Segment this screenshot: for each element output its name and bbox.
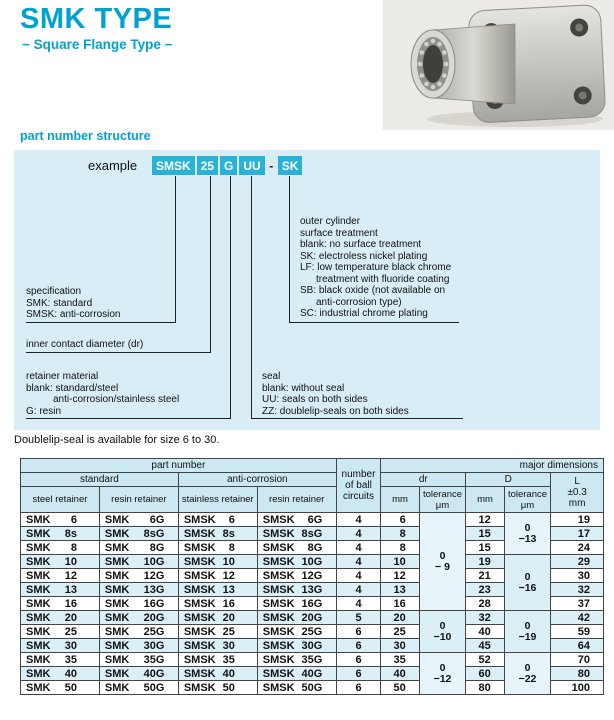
dr-mm-cell: 8 xyxy=(381,527,419,541)
part-number-cell: SMSK 8s xyxy=(178,527,257,541)
dr-mm-cell: 30 xyxy=(381,639,419,653)
square-flange-bushing-image xyxy=(383,0,614,130)
part-number-cell: SMSK 50G xyxy=(257,681,336,695)
part-number-example xyxy=(152,156,302,175)
l-mm-cell: 64 xyxy=(551,639,604,653)
header-d-unit: mm xyxy=(466,487,504,513)
part-number-cell: SMK 12G xyxy=(99,569,178,583)
part-number-cell: SMSK 30 xyxy=(178,639,257,653)
callout-line: blank: without seal xyxy=(262,382,345,394)
part-number-segment: UU xyxy=(239,156,264,175)
dr-mm-cell: 20 xyxy=(381,611,419,625)
d-mm-cell: 45 xyxy=(466,639,504,653)
d-tolerance-cell: 0 −13 xyxy=(504,513,551,555)
dr-mm-cell: 50 xyxy=(381,681,419,695)
section-heading: part number structure xyxy=(20,129,151,143)
callout-line: anti-corrosion/stainless steel xyxy=(53,394,180,405)
d-mm-cell: 80 xyxy=(466,681,504,695)
part-number-cell: SMSK 20G xyxy=(257,611,336,625)
dr-mm-cell: 6 xyxy=(381,513,419,527)
ball-circuits-cell: 6 xyxy=(336,639,381,653)
header-major-dimensions: major dimensions xyxy=(381,459,604,473)
d-mm-cell: 19 xyxy=(466,555,504,569)
callout-line: SMSK: anti-corrosion xyxy=(26,309,121,320)
dr-tolerance-cell: 0 −12 xyxy=(419,653,466,695)
table-row xyxy=(21,513,604,527)
doublelip-note: Doublelip-seal is available for size 6 to 30. xyxy=(14,434,220,446)
callout-line: SMK: standard xyxy=(26,297,93,309)
d-mm-cell: 12 xyxy=(466,513,504,527)
part-number-cell: SMSK 6 xyxy=(178,513,257,527)
header-dr-unit: mm xyxy=(381,487,419,513)
connector-line xyxy=(210,176,211,352)
part-number-cell: SMSK 6G xyxy=(257,513,336,527)
callout-line: blank: no surface treatment xyxy=(300,239,422,250)
part-number-cell: SMSK 50 xyxy=(178,681,257,695)
callout-title: surface treatment xyxy=(300,227,378,239)
part-number-cell: SMK 20 xyxy=(21,611,100,625)
header-stainless-retainer: stainless retainer xyxy=(178,487,257,513)
ball-circuits-cell: 6 xyxy=(336,681,381,695)
connector-line xyxy=(26,418,231,419)
d-mm-cell: 28 xyxy=(466,597,504,611)
part-number-cell: SMSK 25 xyxy=(178,625,257,639)
callout-line: anti-corrosion type) xyxy=(316,296,402,308)
d-mm-cell: 23 xyxy=(466,583,504,597)
dr-mm-cell: 16 xyxy=(381,597,419,611)
dr-mm-cell: 13 xyxy=(381,583,419,597)
header-d: D xyxy=(466,473,551,487)
d-mm-cell: 15 xyxy=(466,541,504,555)
part-number-segment: SMSK xyxy=(152,156,195,175)
part-number-structure-panel xyxy=(14,150,600,430)
product-photo xyxy=(383,0,614,130)
part-number-cell: SMSK 10 xyxy=(178,555,257,569)
part-number-cell: SMK 40G xyxy=(99,667,178,681)
header-dr-tolerance xyxy=(419,487,466,513)
l-mm-cell: 37 xyxy=(551,597,604,611)
l-mm-cell: 19 xyxy=(551,513,604,527)
part-number-cell: SMK 16G xyxy=(99,597,178,611)
ball-circuits-cell: 4 xyxy=(336,597,381,611)
ball-circuits-cell: 6 xyxy=(336,625,381,639)
part-number-cell: SMSK 40 xyxy=(178,667,257,681)
callout-line: SK: electroless nickel plating xyxy=(300,250,428,262)
d-mm-cell: 15 xyxy=(466,527,504,541)
header-tolerance-label: tolerance xyxy=(422,488,463,500)
part-number-cell: SMK 35G xyxy=(99,653,178,667)
ball-circuits-cell: 4 xyxy=(336,583,381,597)
ball-circuits-cell: 6 xyxy=(336,667,381,681)
part-number-cell: SMSK 10G xyxy=(257,555,336,569)
callout-outer-cylinder xyxy=(300,216,451,320)
dr-tolerance-cell: 0 − 9 xyxy=(419,513,466,611)
connector-line xyxy=(26,352,211,353)
header-tolerance-unit: μm xyxy=(435,499,450,511)
part-number-cell: SMK 25 xyxy=(21,625,100,639)
part-number-cell: SMSK 8sG xyxy=(257,527,336,541)
d-mm-cell: 32 xyxy=(466,611,504,625)
part-number-cell: SMSK 25G xyxy=(257,625,336,639)
d-mm-cell: 60 xyxy=(466,667,504,681)
header-l-label: L xyxy=(574,476,580,487)
header-resin-retainer: resin retainer xyxy=(99,487,178,513)
dimension-table-body xyxy=(21,513,604,695)
ball-circuits-cell: 4 xyxy=(336,513,381,527)
callout-title: outer cylinder xyxy=(300,216,361,227)
part-number-cell: SMK 35 xyxy=(21,653,100,667)
header-standard: standard xyxy=(21,473,179,487)
page-subtitle: − Square Flange Type − xyxy=(22,37,173,52)
l-mm-cell: 59 xyxy=(551,625,604,639)
l-mm-cell: 24 xyxy=(551,541,604,555)
callout-title: seal xyxy=(262,371,281,382)
part-number-cell: SMK 25G xyxy=(99,625,178,639)
callout-title: inner contact diameter (dr) xyxy=(26,339,144,350)
l-mm-cell: 100 xyxy=(551,681,604,695)
header-d-tolerance xyxy=(504,487,551,513)
part-number-segment: SK xyxy=(278,156,303,175)
part-number-cell: SMK 6 xyxy=(21,513,100,527)
part-number-cell: SMK 10G xyxy=(99,555,178,569)
header-tolerance-label: tolerance xyxy=(507,488,548,500)
callout-retainer-material xyxy=(26,371,179,417)
callout-line: treatment with fluoride coating xyxy=(316,273,450,285)
header-l-unit: mm xyxy=(568,498,586,509)
table-row xyxy=(21,611,604,625)
d-mm-cell: 52 xyxy=(466,653,504,667)
part-number-cell: SMK 12 xyxy=(21,569,100,583)
dimensions-table xyxy=(20,458,604,695)
l-mm-cell: 70 xyxy=(551,653,604,667)
callout-specification xyxy=(26,286,120,321)
callout-line: UU: seals on both sides xyxy=(262,394,368,405)
header-l xyxy=(551,473,604,513)
header-steel-retainer: steel retainer xyxy=(21,487,100,513)
part-number-cell: SMK 20G xyxy=(99,611,178,625)
dr-tolerance-cell: 0 −10 xyxy=(419,611,466,653)
part-number-cell: SMK 6G xyxy=(99,513,178,527)
part-number-cell: SMSK 20 xyxy=(178,611,257,625)
part-number-cell: SMSK 13 xyxy=(178,583,257,597)
part-number-cell: SMSK 35G xyxy=(257,653,336,667)
part-number-cell: SMSK 40G xyxy=(257,667,336,681)
part-number-cell: SMK 8G xyxy=(99,541,178,555)
connector-line xyxy=(175,176,176,322)
page-title: SMK TYPE xyxy=(20,3,173,35)
callout-line: SB: black oxide (not available on xyxy=(300,285,446,296)
part-number-cell: SMK 50G xyxy=(99,681,178,695)
part-number-cell: SMSK 8 xyxy=(178,541,257,555)
part-number-cell: SMSK 12G xyxy=(257,569,336,583)
dr-mm-cell: 12 xyxy=(381,569,419,583)
part-number-segment: 25 xyxy=(197,156,218,175)
connector-line xyxy=(289,322,459,323)
header-resin-retainer-ac: resin retainer xyxy=(257,487,336,513)
part-number-cell: SMK 16 xyxy=(21,597,100,611)
part-number-segment: G xyxy=(220,156,237,175)
callout-title: specification xyxy=(26,286,82,297)
l-mm-cell: 17 xyxy=(551,527,604,541)
part-number-cell: SMK 13G xyxy=(99,583,178,597)
l-mm-cell: 80 xyxy=(551,667,604,681)
dr-mm-cell: 25 xyxy=(381,625,419,639)
example-label: example xyxy=(88,158,138,173)
part-number-cell: SMSK 8G xyxy=(257,541,336,555)
l-mm-cell: 29 xyxy=(551,555,604,569)
connector-line xyxy=(230,176,231,418)
ball-circuits-cell: 4 xyxy=(336,555,381,569)
ball-circuits-cell: 4 xyxy=(336,541,381,555)
connector-line xyxy=(26,322,176,323)
part-number-cell: SMK 30 xyxy=(21,639,100,653)
part-number-cell: SMK 10 xyxy=(21,555,100,569)
table-row xyxy=(21,555,604,569)
d-tolerance-cell: 0 −16 xyxy=(504,555,551,611)
connector-line xyxy=(251,418,463,419)
l-mm-cell: 42 xyxy=(551,611,604,625)
dr-mm-cell: 40 xyxy=(381,667,419,681)
d-tolerance-cell: 0 −22 xyxy=(504,653,551,695)
dr-mm-cell: 35 xyxy=(381,653,419,667)
d-mm-cell: 21 xyxy=(466,569,504,583)
ball-circuits-cell: 5 xyxy=(336,611,381,625)
callout-line: blank: standard/steel xyxy=(26,382,119,394)
part-number-cell: SMSK 13G xyxy=(257,583,336,597)
callout-inner-diameter xyxy=(26,339,143,351)
ball-circuits-cell: 4 xyxy=(336,569,381,583)
part-number-cell: SMK 8 xyxy=(21,541,100,555)
ball-circuits-cell: 4 xyxy=(336,527,381,541)
part-number-segment: - xyxy=(269,159,274,173)
header-tolerance-unit: μm xyxy=(520,499,535,511)
callout-line: ZZ: doublelip-seals on both sides xyxy=(262,405,409,417)
part-number-cell: SMK 30G xyxy=(99,639,178,653)
header-l-tolerance: ±0.3 xyxy=(567,487,587,498)
l-mm-cell: 32 xyxy=(551,583,604,597)
part-number-cell: SMSK 16G xyxy=(257,597,336,611)
d-tolerance-cell: 0 −19 xyxy=(504,611,551,653)
connector-line xyxy=(251,176,252,418)
header-dr: dr xyxy=(381,473,466,487)
part-number-cell: SMK 50 xyxy=(21,681,100,695)
l-mm-cell: 30 xyxy=(551,569,604,583)
dr-mm-cell: 10 xyxy=(381,555,419,569)
callout-line: G: resin xyxy=(26,405,62,417)
callout-line: SC: industrial chrome plating xyxy=(300,308,428,319)
part-number-cell: SMK 40 xyxy=(21,667,100,681)
callout-title: retainer material xyxy=(26,371,99,382)
ball-circuits-cell: 6 xyxy=(336,653,381,667)
d-mm-cell: 40 xyxy=(466,625,504,639)
connector-line xyxy=(289,176,290,322)
header-ball-circuits: number of ball circuits xyxy=(336,459,381,513)
header-anti-corrosion: anti-corrosion xyxy=(178,473,336,487)
part-number-cell: SMSK 12 xyxy=(178,569,257,583)
part-number-cell: SMK 8s xyxy=(21,527,100,541)
part-number-cell: SMK 8sG xyxy=(99,527,178,541)
callout-line: LF: low temperature black chrome xyxy=(300,262,452,273)
dr-mm-cell: 8 xyxy=(381,541,419,555)
part-number-cell: SMSK 16 xyxy=(178,597,257,611)
part-number-cell: SMSK 30G xyxy=(257,639,336,653)
part-number-cell: SMK 13 xyxy=(21,583,100,597)
callout-seal xyxy=(262,371,409,417)
part-number-cell: SMSK 35 xyxy=(178,653,257,667)
table-row xyxy=(21,653,604,667)
header-part-number: part number xyxy=(21,459,337,473)
